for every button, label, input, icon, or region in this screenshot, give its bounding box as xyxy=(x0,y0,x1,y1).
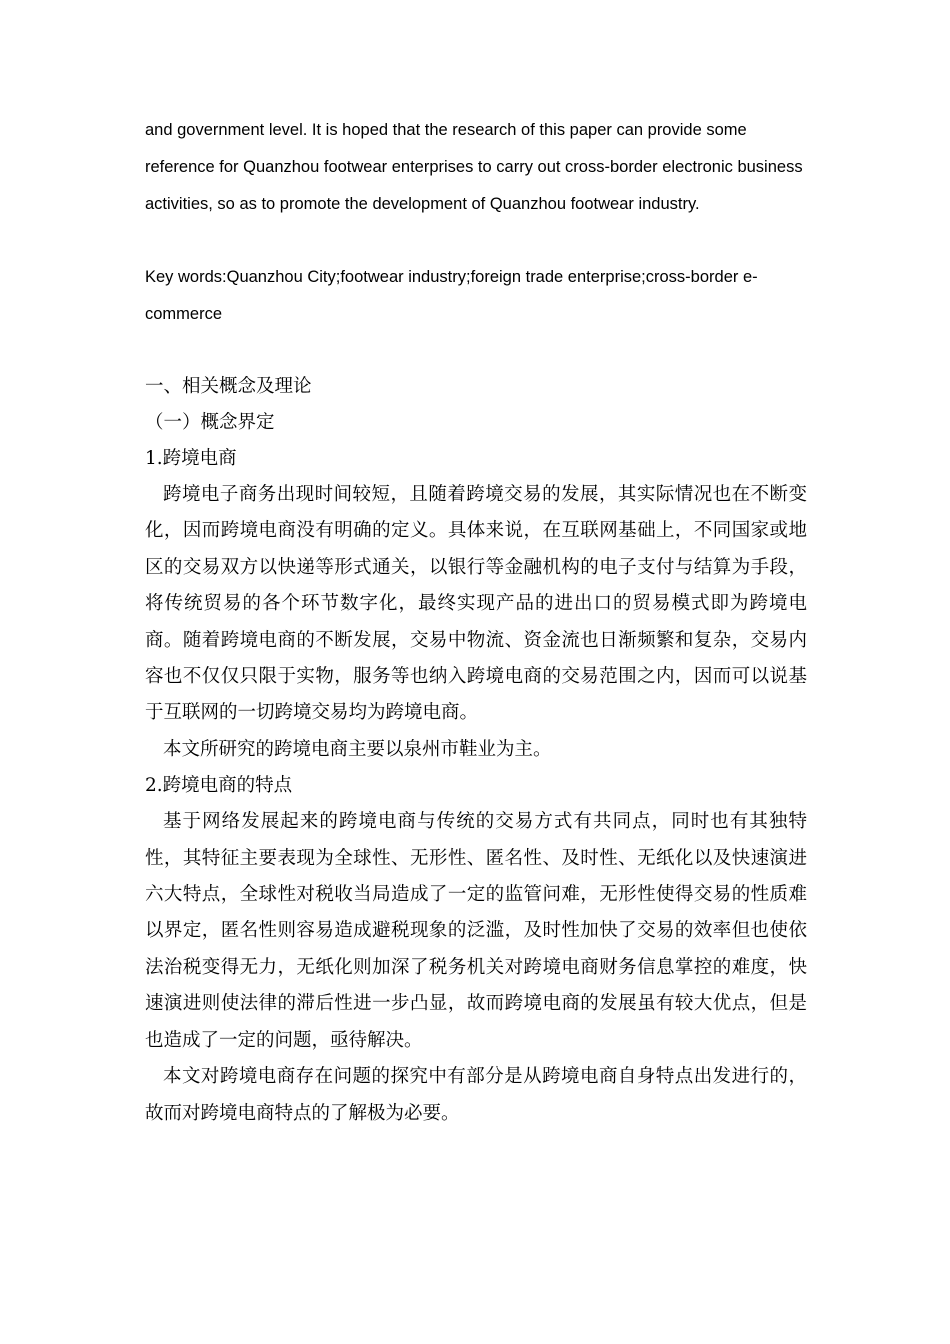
features-paragraph: 基于网络发展起来的跨境电商与传统的交易方式有共同点，同时也有其独特性，其特征主要表现为全球性、无形性、匿名性、及时性、无纸化以及快速演进六大特点，全球性对税收当局造成了一定的监管问难，无形性使得交易的性质难以界定，匿名性则容易造成避税现象的泛滥，及时性加快了交易的效率但也使依法治税变得无力，无纸化则加深了税务机关对跨境电商财务信息掌控的难度，快速演进则使法律的滞后性进一步凸显，故而跨境电商的发展虽有较大优点，但是也造成了一定的问题，亟待解决。 xyxy=(145,811,807,1051)
subsection-heading: （一）概念界定 xyxy=(145,412,275,433)
keywords-line: Key words:Quanzhou City;footwear industry;foreign trade enterprise;cross-border e-commerce xyxy=(145,268,758,323)
scope-paragraph: 本文所研究的跨境电商主要以泉州市鞋业为主。 xyxy=(163,738,552,760)
section-heading: 一、相关概念及理论 xyxy=(145,376,312,397)
document-page xyxy=(145,112,807,1132)
features-importance-paragraph: 本文对跨境电商存在问题的探究中有部分是从跨境电商自身特点出发进行的，故而对跨境电商特点的了解极为必要。 xyxy=(145,1066,807,1124)
item-heading-features: 2.跨境电商的特点 xyxy=(145,775,293,797)
abstract-paragraph: and government level. It is hoped that the research of this paper can provide some reference for Quanzhou footwear enterprises to carry out cross-border electronic business activities, so as to promote the development of Quanzhou footwear industry. xyxy=(145,121,803,213)
definition-paragraph: 跨境电子商务出现时间较短，且随着跨境交易的发展，其实际情况也在不断变化，因而跨境电商没有明确的定义。具体来说，在互联网基础上，不同国家或地区的交易双方以快递等形式通关，以银行等金融机构的电子支付与结算为手段，将传统贸易的各个环节数字化，最终实现产品的进出口的贸易模式即为跨境电商。随着跨境电商的不断发展，交易中物流、资金流也日渐频繁和复杂，交易内容也不仅仅只限于实物，服务等也纳入跨境电商的交易范围之内，因而可以说基于互联网的一切跨境交易均为跨境电商。 xyxy=(145,484,807,724)
item-heading-cross-border-ecommerce: 1.跨境电商 xyxy=(145,448,237,469)
